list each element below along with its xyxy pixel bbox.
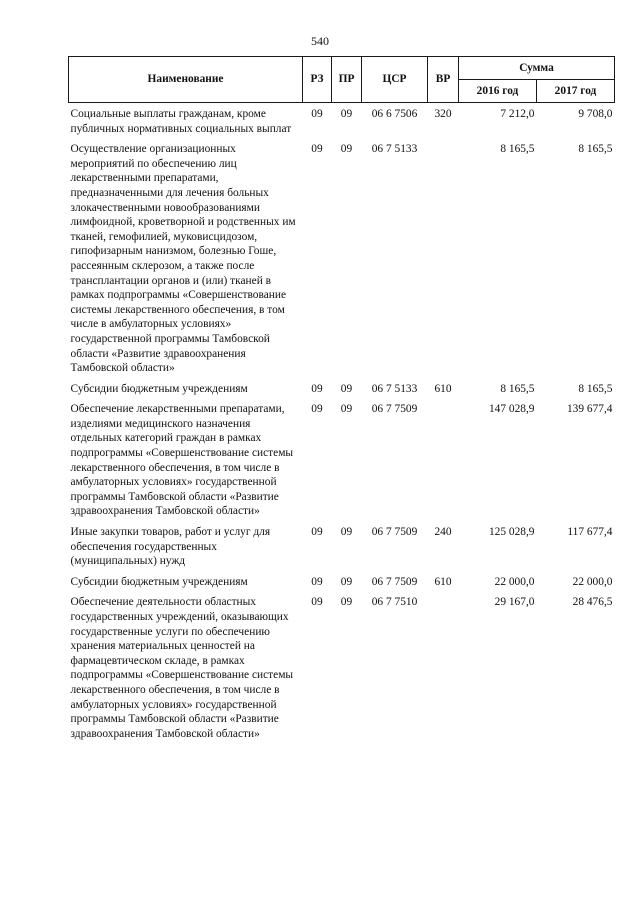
table-row <box>69 376 615 397</box>
table-row <box>69 396 615 519</box>
row-sum-2016: 29 167,0 <box>494 596 535 609</box>
page-number: 540 <box>311 34 329 48</box>
row-csr: 06 7 7509 <box>371 403 418 416</box>
table-row <box>69 569 615 590</box>
row-pr: 09 <box>340 526 353 539</box>
row-sum-2017: 28 476,5 <box>572 596 613 609</box>
row-sum-2016: 147 028,9 <box>488 403 535 416</box>
row-rz: 09 <box>311 143 323 156</box>
table-body <box>69 103 615 742</box>
table-row <box>69 103 615 137</box>
row-sum-2016: 125 028,9 <box>488 526 535 539</box>
row-sum-2016: 22 000,0 <box>494 575 535 588</box>
row-pr: 09 <box>340 596 353 609</box>
row-csr: 06 6 7506 <box>371 108 418 120</box>
header-pr: ПР <box>332 57 362 103</box>
row-name: Субсидии бюджетным учреждениям <box>70 575 248 588</box>
row-vr: 610 <box>434 382 452 395</box>
row-csr: 06 7 7509 <box>371 526 418 539</box>
row-csr: 06 7 7510 <box>371 596 418 609</box>
row-vr: 610 <box>434 575 452 588</box>
row-rz: 09 <box>311 403 323 416</box>
row-rz: 09 <box>311 108 323 120</box>
row-rz: 09 <box>311 575 323 588</box>
table-row <box>69 519 615 569</box>
row-name: Иные закупки товаров, работ и услуг для обеспечения государственных (муниципальных) нужд <box>70 526 271 568</box>
row-csr: 06 7 7509 <box>371 575 418 588</box>
header-csr: ЦСР <box>362 57 428 103</box>
row-vr: 240 <box>434 526 452 539</box>
row-pr: 09 <box>340 108 353 120</box>
row-pr: 09 <box>340 575 353 588</box>
row-vr <box>428 589 459 741</box>
row-sum-2017: 9 708,0 <box>578 108 613 120</box>
row-vr: 320 <box>434 108 452 120</box>
row-name: Осуществление организационных мероприятий по обеспечению лиц лекарственными препаратами, предназначенными для лечения больных злокачественными новообразованиями лимфоидной, кроветворной и родственных им тканей, гемофилией, муковисцидозом, гипофизарным нанизмом, болезнью Гоше, рассеянным склерозом, а также после трансплантации органов и (или) тканей в рамках подпрограммы «Совершенствование системы лекарственного обеспечения, в том числе в амбулаторных условиях» государственной программы Тамбовской области «Развитие здравоохранения Тамбовской области» <box>70 143 296 375</box>
row-sum-2017: 8 165,5 <box>578 382 613 395</box>
row-name: Социальные выплаты гражданам, кроме публичных нормативных социальных выплат <box>70 108 292 135</box>
budget-table <box>68 56 615 741</box>
header-name: Наименование <box>69 57 303 103</box>
row-name: Обеспечение лекарственными препаратами, изделиями медицинского назначения отдельных категорий граждан в рамках подпрограммы «Совершенствование системы лекарственного обеспечения, в том числе в амбулаторных условиях» государственной программы Тамбовской области «Развитие здравоохранения Тамбовской области» <box>70 403 294 518</box>
row-sum-2017: 139 677,4 <box>566 403 613 416</box>
row-sum-2017: 117 677,4 <box>567 526 613 539</box>
row-rz: 09 <box>311 526 323 539</box>
table-row <box>69 589 615 741</box>
row-sum-2017: 22 000,0 <box>572 575 613 588</box>
header-rz: РЗ <box>303 57 332 103</box>
table-header <box>69 57 615 103</box>
row-csr: 06 7 5133 <box>371 143 418 156</box>
header-year-2016: 2016 год <box>459 80 537 103</box>
row-vr <box>428 396 459 519</box>
row-rz: 09 <box>311 596 323 609</box>
header-sum: Сумма <box>459 57 615 80</box>
header-vr: ВР <box>428 57 459 103</box>
table-row <box>69 136 615 376</box>
header-year-2017: 2017 год <box>537 80 615 103</box>
row-pr: 09 <box>340 382 353 395</box>
row-sum-2016: 8 165,5 <box>500 143 535 156</box>
row-sum-2016: 7 212,0 <box>500 108 535 120</box>
row-csr: 06 7 5133 <box>371 382 418 395</box>
row-vr <box>428 136 459 376</box>
row-sum-2017: 8 165,5 <box>578 143 613 156</box>
row-pr: 09 <box>340 403 353 416</box>
row-rz: 09 <box>311 382 323 395</box>
row-name: Субсидии бюджетным учреждениям <box>70 382 248 395</box>
row-name: Обеспечение деятельности областных государственных учреждений, оказывающих государственные услуги по обеспечению хранения материальных ценностей на фармацевтическом складе, в рамках подпрограммы «Совершенствование системы лекарственного обеспечения, в том числе в амбулаторных условиях» государственной программы Тамбовской области «Развитие здравоохранения Тамбовской области» <box>70 596 294 740</box>
row-pr: 09 <box>340 143 353 156</box>
row-sum-2016: 8 165,5 <box>500 382 535 395</box>
